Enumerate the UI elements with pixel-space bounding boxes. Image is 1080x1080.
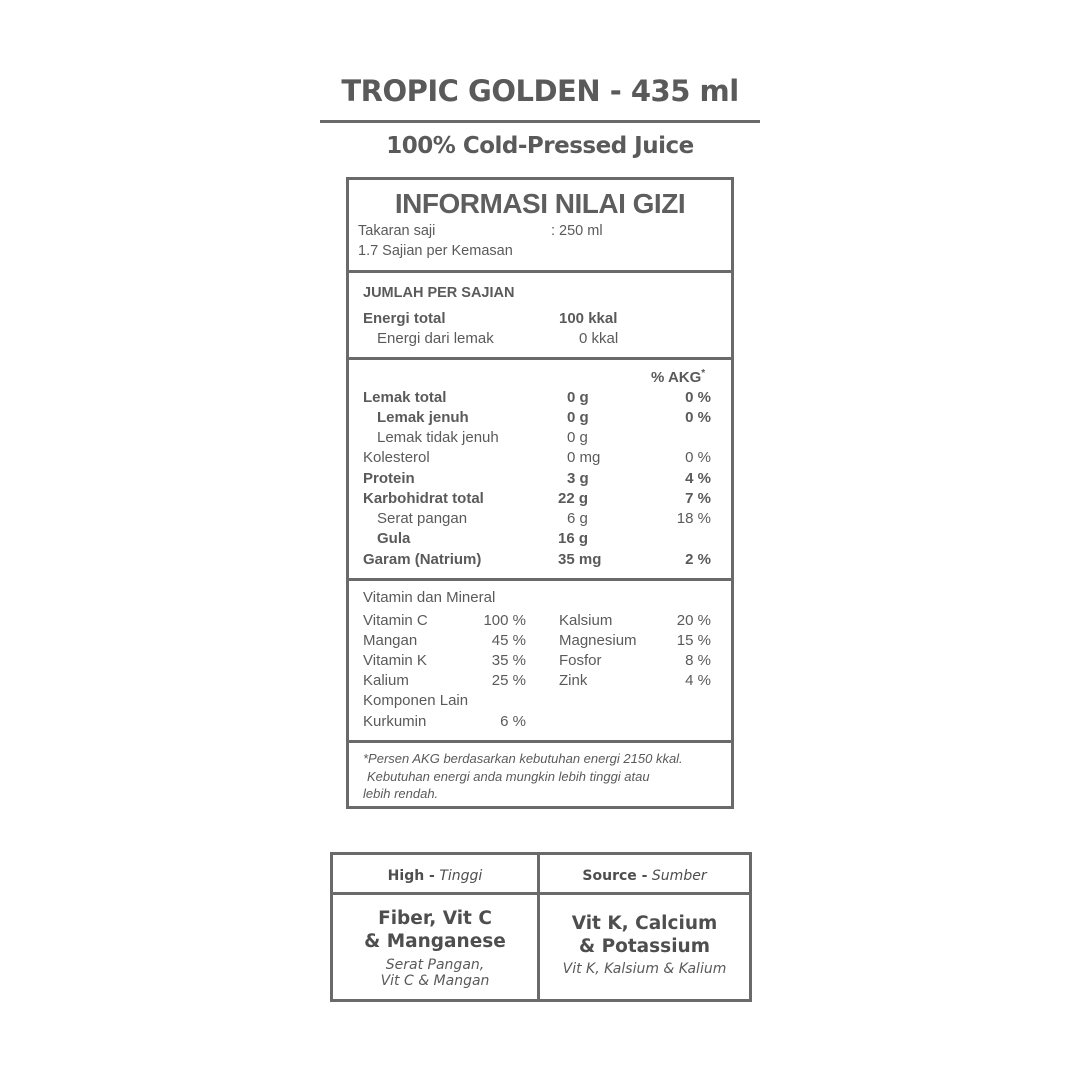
energy-fat-label: Energi dari lemak <box>377 330 494 347</box>
vitamin-name: Magnesium <box>559 632 637 649</box>
nutrient-name: Serat pangan <box>377 510 468 527</box>
component-value: 6 % <box>500 713 526 730</box>
nutrient-amount: 35 mg <box>558 551 602 568</box>
nutrient-akg: 18 % <box>676 510 711 527</box>
other-components-heading: Komponen Lain <box>363 692 469 709</box>
component-name: Kurkumin <box>363 713 427 730</box>
nutrient-amount: 0 g <box>567 429 588 446</box>
nutrient-name: Gula <box>377 530 411 547</box>
energy-total-label: Energi total <box>363 310 446 327</box>
nutrient-amount: 16 g <box>558 530 589 547</box>
vitamin-value: 8 % <box>685 652 711 669</box>
nutrient-akg: 7 % <box>685 490 711 507</box>
servings-per-pack: 1.7 Sajian per Kemasan <box>358 243 513 259</box>
vitamin-name: Fosfor <box>559 652 602 669</box>
nutrient-akg: 4 % <box>685 470 711 487</box>
nutrient-amount: 3 g <box>567 470 589 487</box>
nutrition-heading: INFORMASI NILAI GIZI <box>394 188 686 219</box>
footnote-line: Kebutuhan energi anda mungkin lebih tinggi atau <box>367 769 650 784</box>
product-subtitle: 100% Cold-Pressed Juice <box>386 133 694 159</box>
header-divider <box>333 892 749 895</box>
energy-total-value: 100 kkal <box>559 310 618 327</box>
claims-table <box>330 852 752 1002</box>
product-title: TROPIC GOLDEN - 435 ml <box>341 74 739 108</box>
section-divider <box>349 578 731 581</box>
akg-header: % AKG* <box>651 368 706 386</box>
nutrient-amount: 0 g <box>567 409 589 426</box>
nutrient-name: Garam (Natrium) <box>363 551 482 568</box>
serving-size-value: : 250 ml <box>551 223 603 239</box>
nutrient-akg: 2 % <box>685 551 711 568</box>
vitamin-name: Vitamin K <box>363 652 427 669</box>
source-claim-id: Vit K, Kalsium & Kalium <box>562 961 727 977</box>
nutrient-name: Lemak total <box>363 389 447 406</box>
nutrient-name: Lemak jenuh <box>377 409 469 426</box>
nutrient-name: Protein <box>363 470 415 487</box>
nutrient-amount: 6 g <box>567 510 588 527</box>
nutrition-facts-panel <box>346 177 734 809</box>
high-header: High - Tinggi <box>387 868 483 884</box>
vitamin-value: 4 % <box>685 672 711 689</box>
serving-size-label: Takaran saji <box>358 223 436 239</box>
vitamin-value: 45 % <box>491 632 526 649</box>
footnote-line: *Persen AKG berdasarkan kebutuhan energi 2150 kkal. <box>363 751 683 766</box>
high-claim-id: Serat Pangan, Vit C & Mangan <box>380 957 490 989</box>
title-divider <box>320 120 760 123</box>
vitamins-heading: Vitamin dan Mineral <box>363 589 496 606</box>
vitamin-name: Mangan <box>363 632 418 649</box>
energy-fat-value: 0 kkal <box>579 330 619 347</box>
vitamin-value: 25 % <box>491 672 526 689</box>
nutrient-amount: 0 mg <box>567 449 601 466</box>
vitamin-name: Kalium <box>363 672 409 689</box>
amount-per-serving: JUMLAH PER SAJIAN <box>363 285 515 301</box>
nutrient-akg: 0 % <box>685 409 711 426</box>
nutrient-name: Karbohidrat total <box>363 490 484 507</box>
footnote-line: lebih rendah. <box>363 786 439 801</box>
vitamin-value: 35 % <box>491 652 526 669</box>
nutrient-akg: 0 % <box>685 389 711 406</box>
source-header: Source - Sumber <box>582 868 707 884</box>
nutrient-name: Kolesterol <box>363 449 430 466</box>
section-divider <box>349 740 731 743</box>
vitamin-value: 15 % <box>676 632 711 649</box>
vitamin-value: 20 % <box>676 612 711 629</box>
high-claim-en: Fiber, Vit C & Manganese <box>364 908 506 952</box>
vitamin-name: Vitamin C <box>363 612 428 629</box>
vitamin-name: Zink <box>559 672 588 689</box>
nutrient-amount: 0 g <box>567 389 589 406</box>
nutrient-name: Lemak tidak jenuh <box>377 429 499 446</box>
nutrient-amount: 22 g <box>558 490 589 507</box>
source-claim-en: Vit K, Calcium & Potassium <box>571 913 718 957</box>
vitamin-name: Kalsium <box>559 612 613 629</box>
nutrient-akg: 0 % <box>685 449 711 466</box>
section-divider <box>349 357 731 360</box>
vitamin-value: 100 % <box>483 612 526 629</box>
section-divider <box>349 270 731 273</box>
